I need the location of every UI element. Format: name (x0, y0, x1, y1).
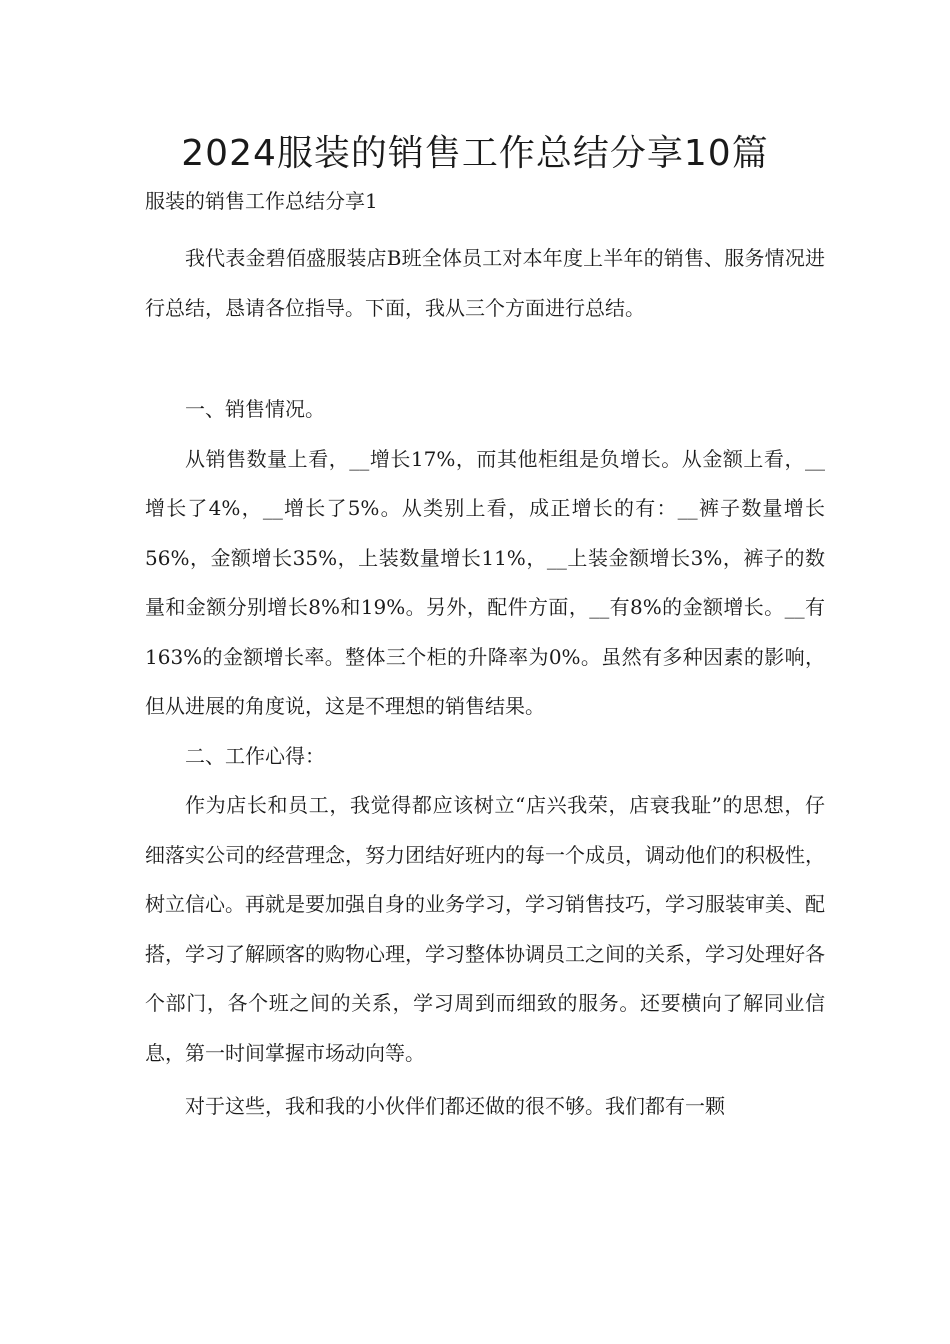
intro-paragraph: 我代表金碧佰盛服装店B班全体员工对本年度上半年的销售、服务情况进行总结，恳请各位指导。下面，我从三个方面进行总结。 (145, 246, 825, 320)
document-subtitle: 服装的销售工作总结分享1 (145, 189, 378, 213)
experience-paragraph-continued: 对于这些，我和我的小伙伴们都还做的很不够。我们都有一颗 (185, 1094, 725, 1118)
document-body (145, 182, 825, 1132)
sales-paragraph: 从销售数量上看，__增长17%，而其他柜组是负增长。从金额上看，__增长了4%，__增长了5%。从类别上看，成正增长的有：__裤子数量增长56%，金额增长35%，上装数量增长11%，__上装金额增长3%，裤子的数量和金额分别增长8%和19%。另外，配件方面，__有8%的金额增长。__有163%的金额增长率。整体三个柜的升降率为0%。虽然有多种因素的影响，但从进展的角度说，这是不理想的销售结果。 (145, 446, 825, 718)
experience-paragraph: 作为店长和员工，我觉得都应该树立“店兴我荣，店衰我耻”的思想，仔细落实公司的经营理念，努力团结好班内的每一个成员，调动他们的积极性，树立信心。再就是要加强自身的业务学习，学习销售技巧，学习服装审美、配搭，学习了解顾客的购物心理，学习整体协调员工之间的关系，学习处理好各个部门，各个班之间的关系，学习周到而细致的服务。还要横向了解同业信息，第一时间掌握市场动向等。 (145, 793, 825, 1065)
document-title: 2024服装的销售工作总结分享10篇 (181, 133, 769, 174)
section-heading-experience: 二、工作心得： (185, 743, 325, 768)
section-heading-sales: 一、销售情况。 (185, 397, 325, 421)
